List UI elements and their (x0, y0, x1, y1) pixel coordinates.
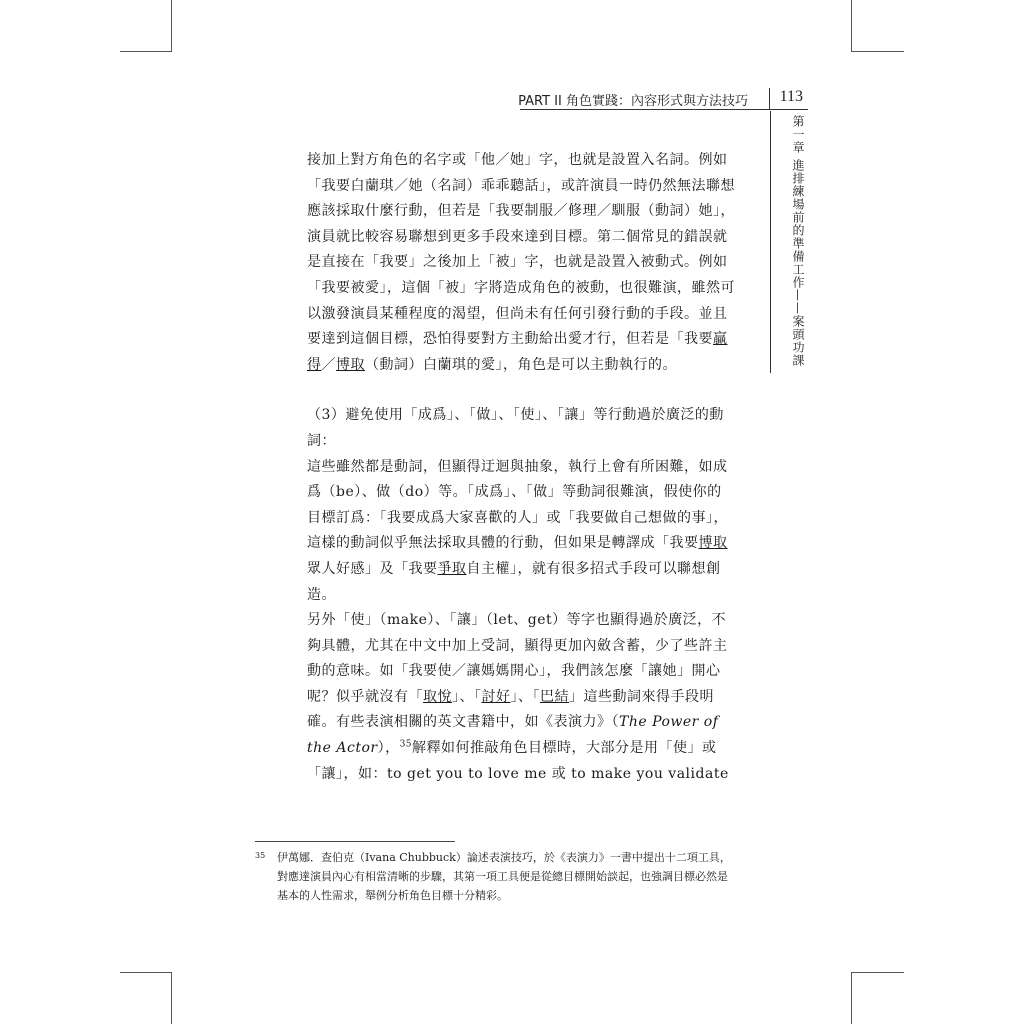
header-rule (520, 109, 808, 110)
text-run: 接加上對方角色的名字或「他／她」字，也就是設置入名詞。例如「我要白蘭琪／她（名詞）乖乖聽話」，或許演員一時仍然無法聯想應該採取什麼行動，但若是「我要制服／修理／馴服（動詞）她」，演員就比較容易聯想到更多手段來達到目標。第二個常見的錯誤就是直接在「我要」之後加上「被」字，也就是設置入被動式。例如「我要被愛」，這個「被」字將造成角色的被動，也很難演，雖然可以激發演員某種程度的渴望，但尚未有任何引發行動的手段。並且要達到這個目標，恐怕得要對方主動給出愛才行，但若是「我要 (307, 152, 735, 348)
footnote-reference: 35 (399, 739, 413, 750)
text-run: 」這些動詞來得手段明確。有些表演相關的英文書籍中，如《表演力》（ (307, 688, 714, 731)
paragraph (307, 148, 735, 378)
text-run: 」、「 (452, 688, 482, 705)
header-separator (769, 88, 770, 110)
text-run: 自主權」，就有很多招式手段可以聯想創造。 (307, 560, 721, 603)
underlined-term: 討好 (481, 688, 511, 705)
book-title: The Power of the Actor (307, 714, 719, 757)
paragraph (307, 455, 735, 609)
underlined-term: 取悅 (423, 688, 452, 705)
footnote-rule (255, 841, 455, 842)
text-run: ／ (321, 356, 336, 373)
chapter-side-tab (770, 111, 809, 373)
chapter-side-tab-label: 第一章 進排練場前的準備工作——案頭功課 (791, 115, 805, 367)
text-run: （動詞）白蘭琪的愛」，角色是可以主動執行的。 (365, 356, 677, 373)
crop-mark (851, 972, 904, 973)
page-number: 113 (779, 88, 803, 105)
text-run: 另外「使」（make）、「讓」（let、get）等字也顯得過於廣泛，不夠具體，尤其在中文中加上受詞，顯得更加內斂含蓄，少了些許主動的意味。如「我要使／讓媽媽開心」，我們該怎麼「讓她」開心呢？似乎就沒有「 (307, 612, 728, 705)
footnote (255, 848, 735, 905)
crop-mark (120, 972, 172, 973)
crop-mark (851, 51, 904, 52)
underlined-term: 贏得 (307, 331, 728, 373)
text-run: 解釋如何推敲角色目標時，大部分是用「使」或「讓」，如：to get you to love me 或 to make you validate (307, 740, 729, 782)
text-run: 這些雖然都是動詞，但顯得迂迴與抽象，執行上會有所困難，如成爲（be）、做（do）等。「成爲」、「做」等動詞很難演，假使你的目標訂爲：「我要成爲大家喜歡的人」或「我要做自己想做的事」，這樣的動詞似乎無法採取具體的行動，但如果是轉譯成「我要 (307, 458, 728, 552)
underlined-term: 博取 (336, 356, 365, 373)
crop-mark (171, 0, 172, 52)
underlined-term: 巴結 (540, 688, 569, 705)
body-text (307, 148, 735, 787)
section-heading: （3）避免使用「成爲」、「做」、「使」、「讓」等行動過於廣泛的動詞： (307, 407, 724, 449)
paragraph-gap (307, 378, 735, 403)
text-run: ）， (377, 740, 400, 757)
footnote-text: 伊萬娜．查伯克（Ivana Chubbuck）論述表演技巧，於《表演力》一書中提出十二項工具，對應達演員內心有相當清晰的步驟，其第一項工具便是從總目標開始談起，也強調目標必然是基本的人性需求，舉例分析角色目標十分精彩。 (277, 851, 731, 902)
text-run: 」、「 (510, 688, 540, 705)
text-run: 眾人好感」及「我要 (307, 560, 438, 577)
footnote-number: 35 (255, 851, 266, 860)
underlined-term: 爭取 (437, 560, 467, 577)
crop-mark (171, 972, 172, 1024)
header-title: PART II 角色實踐：內容形式與方法技巧 (518, 94, 748, 109)
crop-mark (851, 972, 852, 1024)
underlined-term: 博取 (698, 535, 728, 552)
crop-mark (120, 51, 172, 52)
paragraph (307, 608, 735, 787)
crop-mark (851, 0, 852, 52)
running-header (520, 88, 808, 110)
